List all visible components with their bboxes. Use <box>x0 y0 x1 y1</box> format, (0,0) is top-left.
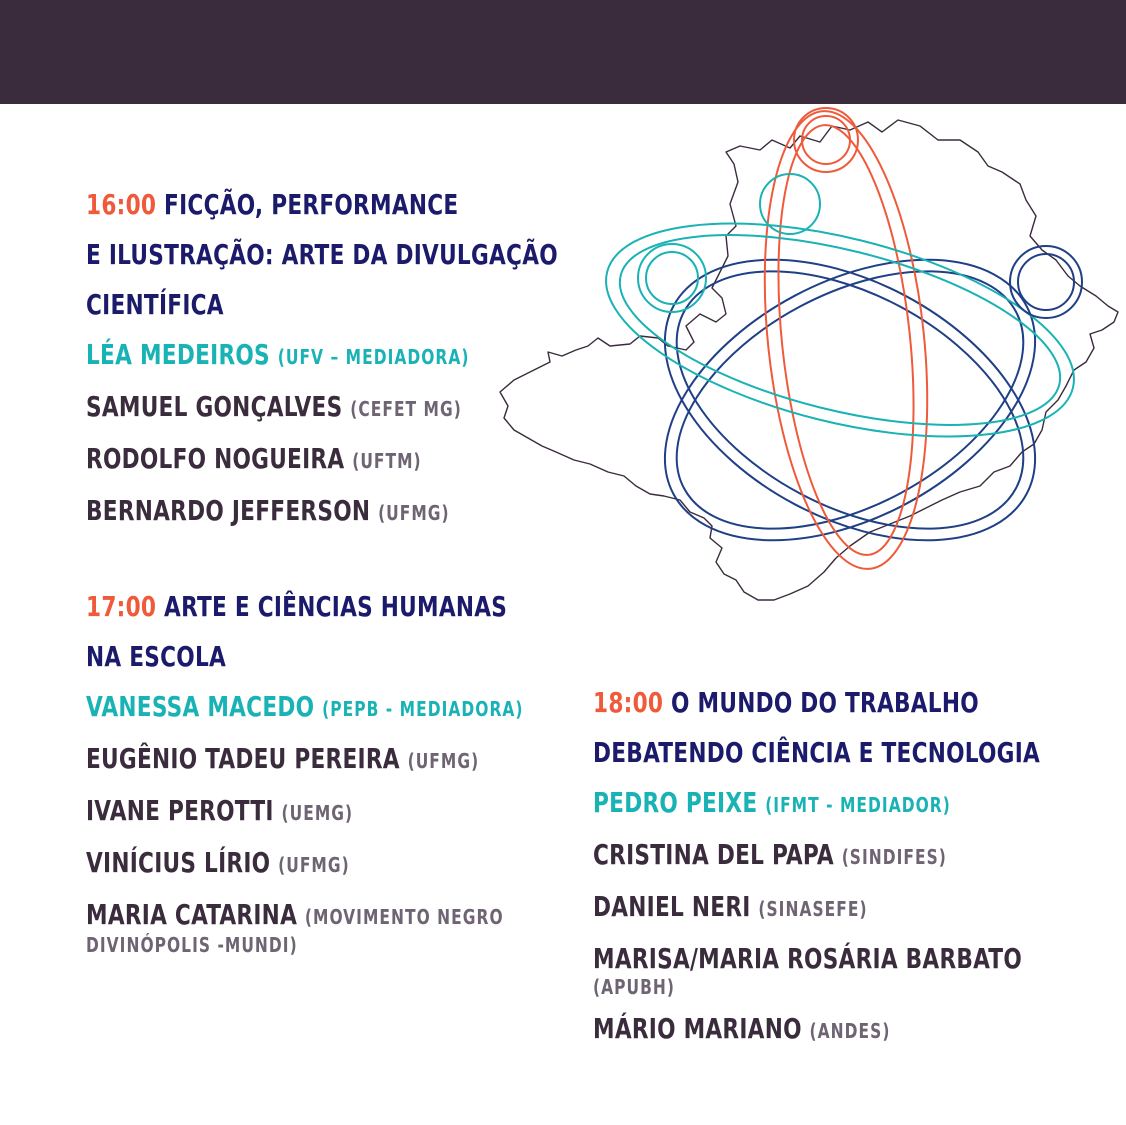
person-name: DANIEL NERI <box>593 890 751 923</box>
person-affiliation: (SINASEFE) <box>758 897 868 921</box>
speaker <box>593 1004 1040 1056</box>
session-title-line <box>86 582 524 632</box>
session-1600 <box>86 180 635 538</box>
session-title-line: E ILUSTRAÇÃO: ARTE DA DIVULGAÇÃO <box>86 238 558 271</box>
person-affiliation: (PEPB - MEDIADORA) <box>322 697 524 721</box>
session-time: 16:00 <box>86 188 157 221</box>
session-title-text: O MUNDO DO TRABALHO <box>671 686 979 719</box>
person-name: MARISA/MARIA ROSÁRIA BARBATO <box>593 942 1023 975</box>
session-title-line <box>86 180 558 230</box>
mediator <box>86 330 558 382</box>
person-name: VANESSA MACEDO <box>86 690 315 723</box>
person-affiliation: (UFV – MEDIADORA) <box>277 345 470 369</box>
person-affiliation-continued: (APUBH) <box>593 975 675 999</box>
person-affiliation: (UFMG) <box>278 853 350 877</box>
person-affiliation: (CEFET MG) <box>350 397 462 421</box>
session-title-line: NA ESCOLA <box>86 640 227 673</box>
person-affiliation: (MOVIMENTO NEGRO <box>304 905 504 929</box>
person-name: PEDRO PEIXE <box>593 786 758 819</box>
person-name: CRISTINA DEL PAPA <box>593 838 834 871</box>
session-time: 17:00 <box>86 590 157 623</box>
session-title-line: DEBATENDO CIÊNCIA E TECNOLOGIA <box>593 736 1041 769</box>
person-affiliation: (UFMG) <box>378 501 450 525</box>
speaker <box>86 838 524 890</box>
person-name: BERNARDO JEFFERSON <box>86 494 371 527</box>
person-affiliation: (UFMG) <box>407 749 480 773</box>
person-name: LÉA MEDEIROS <box>86 338 270 371</box>
person-affiliation-continued: DIVINÓPOLIS -MUNDI) <box>86 933 298 957</box>
speaker <box>593 882 1040 934</box>
mediator <box>593 778 1040 830</box>
person-name: EUGÊNIO TADEU PEREIRA <box>86 742 400 775</box>
speaker <box>86 898 524 934</box>
person-name: SAMUEL GONÇALVES <box>86 390 343 423</box>
speaker <box>593 942 1040 976</box>
person-affiliation: (IFMT - MEDIADOR) <box>765 793 951 817</box>
top-bar <box>0 0 1126 104</box>
session-title-line <box>593 678 1040 728</box>
person-affiliation: (UEMG) <box>281 801 354 825</box>
session-1800 <box>593 678 1113 1056</box>
person-name: IVANE PEROTTI <box>86 794 274 827</box>
session-1700 <box>86 582 595 956</box>
person-name: VINÍCIUS LÍRIO <box>86 846 271 879</box>
person-name: MÁRIO MARIANO <box>593 1012 802 1045</box>
session-title-line: CIENTÍFICA <box>86 288 224 321</box>
person-affiliation: (ANDES) <box>809 1019 891 1043</box>
speaker <box>86 486 558 538</box>
person-affiliation: (SINDIFES) <box>841 845 947 869</box>
session-time: 18:00 <box>593 686 664 719</box>
speaker <box>86 786 524 838</box>
person-name: RODOLFO NOGUEIRA <box>86 442 345 475</box>
speaker <box>86 734 524 786</box>
session-title-text: ARTE E CIÊNCIAS HUMANAS <box>164 590 508 623</box>
mediator <box>86 682 524 734</box>
session-title-text: FICÇÃO, PERFORMANCE <box>164 188 459 221</box>
person-affiliation: (UFTM) <box>352 449 422 473</box>
person-name: MARIA CATARINA <box>86 898 298 931</box>
speaker <box>593 830 1040 882</box>
speaker <box>86 434 558 486</box>
speaker <box>86 382 558 434</box>
